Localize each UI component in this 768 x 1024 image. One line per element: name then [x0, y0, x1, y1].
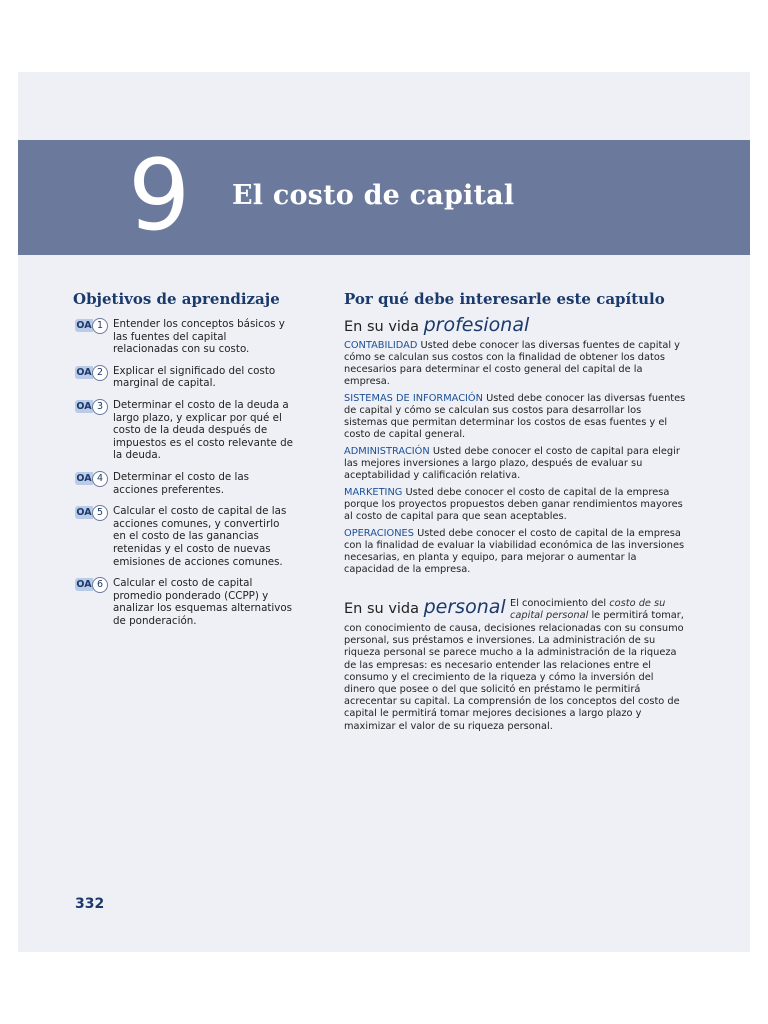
oa-badge	[75, 400, 107, 413]
section-label: CONTABILIDAD	[344, 340, 418, 351]
why-heading: Por qué debe interesarle este capítulo	[344, 290, 665, 308]
personal-accent: personal	[423, 596, 506, 618]
professional-accent: profesional	[423, 314, 530, 336]
professional-life-heading	[344, 314, 529, 336]
page-number: 332	[75, 896, 105, 912]
objective-text: Determinar el costo de las acciones preferentes.	[113, 470, 250, 496]
section-text: Usted debe conocer el costo de capital de la empresa con la finalidad de evaluar la viabilidad económica de las inversiones necesarias, en planta y equipo, para mejorar o aumentar la capacidad de la empresa.	[344, 528, 685, 575]
professional-sections	[344, 340, 686, 581]
section-text: Usted debe conocer las diversas fuentes de capital y cómo se calculan sus costos con la finalidad de obtener los datos necesarios para determinar el costo general del capital de la empresa.	[344, 340, 680, 387]
objective-text: Calcular el costo de capital promedio ponderado (CCPP) y analizar los esquemas alternativos de ponderación.	[113, 577, 293, 627]
section-label: ADMINISTRACIÓN	[344, 446, 430, 457]
professional-section	[344, 528, 686, 576]
objective-text: Explicar el significado del costo marginal de capital.	[113, 364, 276, 390]
personal-emphasis: costo de su capital personal	[510, 598, 666, 621]
oa-number: 2	[92, 365, 108, 381]
objective-item	[75, 365, 295, 390]
oa-label: OA	[76, 579, 92, 591]
oa-label: OA	[76, 320, 92, 331]
professional-section	[344, 393, 686, 441]
objective-text: Calcular el costo de capital de las acciones comunes, y convertirlo en el costo de las ganancias retenidas y el costo de nuevas emisiones de acciones comunes.	[113, 505, 287, 568]
oa-label: OA	[76, 366, 92, 378]
oa-badge	[75, 319, 107, 332]
section-label: OPERACIONES	[344, 528, 414, 539]
objectives-heading: Objetivos de aprendizaje	[73, 290, 280, 308]
oa-label: OA	[76, 507, 92, 519]
objective-item	[75, 471, 295, 496]
personal-after-emphasis: le permitirá tomar,	[588, 610, 684, 621]
chapter-number: 9	[128, 139, 191, 253]
section-text: Usted debe conocer las diversas fuentes de capital y cómo se calculan sus costos para desarrollar los sistemas que permitan determinar los costos de esas fuentes y el costo de capital general.	[344, 393, 686, 440]
oa-number: 3	[92, 399, 108, 415]
oa-number: 6	[92, 577, 108, 593]
professional-section	[344, 446, 686, 482]
oa-number: 1	[92, 318, 108, 334]
oa-label: OA	[76, 472, 92, 484]
personal-text: con conocimiento de causa, decisiones relacionadas con su consumo personal, sus préstamos e inversiones. La administración de su riqueza personal se parece mucho a la administración de la riqueza de las empresas: es necesario entender las relaciones entre el consumo y el crecimiento de la riqueza y cómo la inversión del dinero que posee o del que solicitó en préstamo le permitirá acrecentar su capital. La comprensión de los conceptos del costo de capital le permitirá tomar mejores decisiones a largo plazo y maximizar el valor de su riqueza personal.	[344, 623, 684, 732]
section-label: MARKETING	[344, 487, 403, 498]
oa-number: 4	[92, 471, 108, 487]
objective-text: Entender los conceptos básicos y las fuentes del capital relacionadas con su costo.	[113, 318, 285, 356]
oa-badge	[75, 506, 107, 519]
section-text: Usted debe conocer el costo de capital para elegir las mejores inversiones a largo plazo, después de evaluar su aceptabilidad y calificación relativa.	[344, 446, 680, 481]
personal-prefix: En su vida	[344, 601, 424, 617]
oa-badge	[75, 578, 107, 591]
personal-intro-text: El conocimiento del	[510, 598, 610, 609]
chapter-title: El costo de capital	[232, 180, 515, 211]
professional-prefix: En su vida	[344, 319, 424, 335]
objectives-list	[75, 318, 295, 636]
oa-badge	[75, 472, 107, 485]
objective-item	[75, 399, 295, 462]
objective-text: Determinar el costo de la deuda a largo plazo, y explicar por qué el costo de la deuda después de impuestos es el costo relevante de la deuda.	[113, 398, 293, 462]
personal-life-heading	[344, 596, 506, 618]
oa-badge	[75, 366, 107, 379]
oa-label: OA	[76, 400, 92, 412]
section-label: SISTEMAS DE INFORMACIÓN	[344, 393, 483, 404]
professional-section	[344, 340, 686, 388]
section-text: Usted debe conocer el costo de capital de la empresa porque los proyectos propuestos deben ganar rendimientos mayores al costo de capital para que sean aceptables.	[344, 487, 683, 522]
professional-section	[344, 487, 686, 523]
oa-number: 5	[92, 505, 108, 521]
personal-intro	[510, 598, 686, 622]
objective-item	[75, 505, 295, 568]
objective-item	[75, 318, 295, 356]
objective-item	[75, 577, 295, 627]
